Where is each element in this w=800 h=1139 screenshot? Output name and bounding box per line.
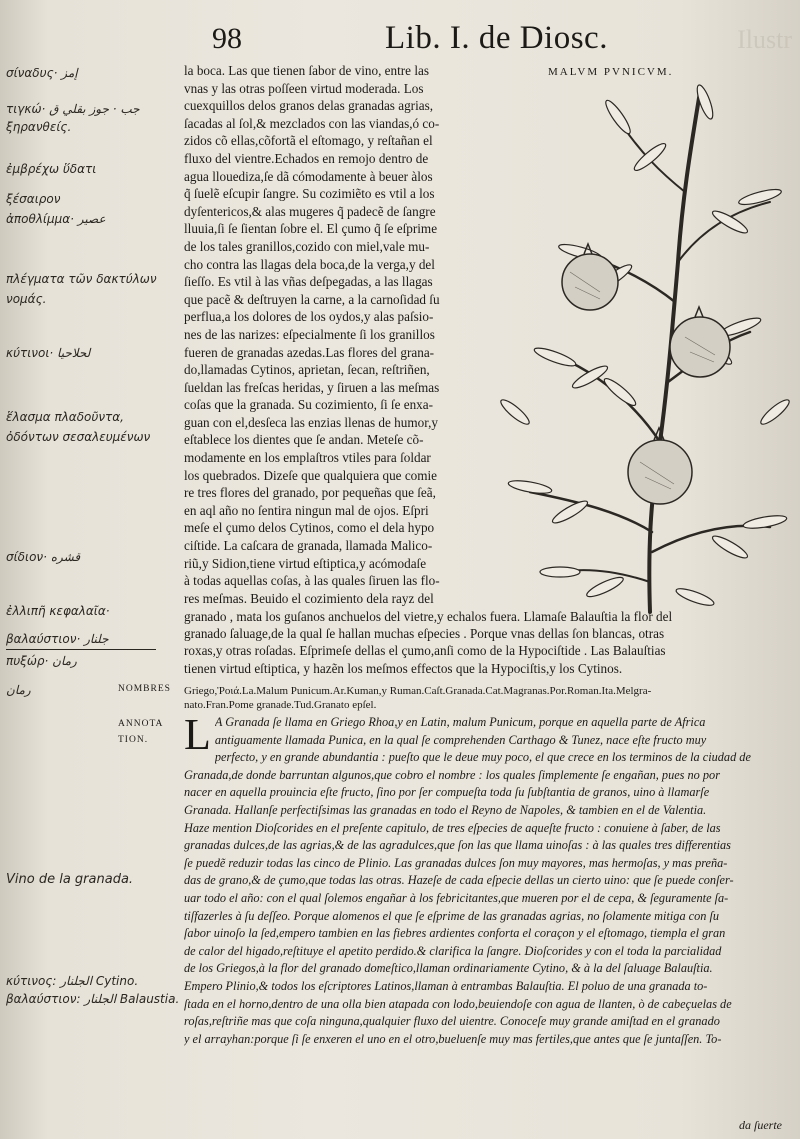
text-line: fluxo del vientre.Echados en remojo dentro de xyxy=(184,150,429,166)
nombres-label: NOMBRES xyxy=(118,684,171,694)
illustration-caption: MALVM PVNICVM. xyxy=(548,66,674,78)
margin-note: πλέγματα τῶν δακτύλων xyxy=(6,272,157,286)
annotation-label: ANNOTA TION. xyxy=(118,719,164,745)
text-line: de los tales granillos,cozido con miel,vale mu- xyxy=(184,238,430,254)
text-line: granadas dulces,de las agrias,& de las agradulces,que ſon las que llama uinoſas : à las quales tres differentias xyxy=(184,838,731,853)
margin-note: ὀδόντων σεσαλευμένων xyxy=(6,430,151,444)
text-line: das de grano,& de çumo,que todas las otras. Hazeſe de cada eſpecie dellas un cierto uino: que ſe puede conſer- xyxy=(184,873,734,888)
text-line: ſueldan las freſcas heridas, y ſiruen a las meſmas xyxy=(184,379,440,395)
text-line: perfecto, y en grande abundantia : pueſto que le deue muy poco, el que crece en los terminos de la ciudad de xyxy=(214,750,751,765)
text-line: ſacadas al ſol,& mezclados con las viandas,ó co- xyxy=(184,115,440,131)
text-line: que pacẽ & deſtruyen la carne, a la carnoſidad ſu xyxy=(184,291,440,307)
text-line: la boca. Las que tienen ſabor de vino, entre las xyxy=(184,63,429,78)
text-line: Empero Plinio,& todos los eſcriptores Latinos,llaman à entrambas Balauſtia. El poluo de una granada to- xyxy=(184,978,708,993)
text-line: antiguamente llamada Punica, en la qual ſe comprehenden Carthago & Tunez, nace eſte fructo muy xyxy=(214,732,707,747)
text-line: tienen virtud eſtiptica, y hazẽn los meſmos effectos que la Hypociſtis,y los Cytinos. xyxy=(184,660,623,676)
margin-note: σίδιον· قشره xyxy=(6,550,81,564)
text-line: vnas y las otras poſſeen virtud moderada. Los xyxy=(184,80,424,96)
text-line: y el arrayhan:porque ſi ſe enxeren el uno en el otro,bueluenſe muy mas fertiles,que antes que ſe juntaſſen. To- xyxy=(184,1031,722,1046)
pomegranate-woodcut xyxy=(500,82,792,614)
text-line: granado ſaluage,de la qual ſe hallan muchas eſpecies . Porque vnas dellas ſon blancas, otras xyxy=(184,626,665,642)
margin-note: τιγκώ· جب · جوز بقلي ق xyxy=(6,102,140,116)
pomegranate-fruit xyxy=(562,254,618,310)
text-line: q̃ ſuelẽ eſcupir ſangre. Su cozimiẽto es vtil a los xyxy=(184,186,435,202)
margin-note: ξηρανθείς. xyxy=(6,120,72,134)
text-line: zidos cõ ellas,cõfortã el eſtomago, y reſtañan el xyxy=(184,133,433,149)
text-line: fueren de granadas azedas.Las flores del grana- xyxy=(184,344,435,360)
body-column xyxy=(184,62,500,607)
text-line: perflua,a los dolores de los oydos,y alas paſsio- xyxy=(184,309,434,325)
text-line: nacer en aquella prouincia eſte fructo, ſino por ſer compueſta toda ſu ſubſtantia de granos, uino à llamarſe xyxy=(184,785,710,800)
text-line: coſas que la granada. Su cozimiento, ſi ſe enxa- xyxy=(184,397,434,413)
text-line: eſtablece los dientes que ſe andan. Meteſe cõ- xyxy=(184,432,424,448)
margin-note: πυξώρ· رمان xyxy=(6,654,77,668)
text-line: Granada,de donde barruntan algunos,que cobro el nombre : los quales ſimplemente ſe engañan, pues no por xyxy=(184,767,720,782)
margin-notes xyxy=(6,0,180,1139)
text-line: de calor del higado,reſtituye el apetito perdido.& clarifica la ſangre. Dioſcorides y con el toda la parcialidad xyxy=(184,943,722,958)
margin-note: βαλαύστιον· جلنار xyxy=(6,632,156,650)
text-line: tiſfazerles à ſu deſſeo. Porque alomenos el que ſe eſprime de las granadas agrias, no ſolamente mitiga con ſu xyxy=(184,908,720,923)
page-number: 98 xyxy=(212,22,242,55)
text-line: A Granada ſe llama en Griego Rhoa,y en Latin, malum Punicum, porque en aquella parte de Africa xyxy=(214,715,706,729)
pomegranate-fruit xyxy=(670,317,730,377)
text-line: agua llouediza,ſe dã cómodamente à beuer àlos xyxy=(184,168,433,184)
body-full-width xyxy=(184,608,784,677)
text-line: los quebrados. Dizeſe que qualquiera que comie xyxy=(184,467,438,483)
margin-note: ξέσαιρον xyxy=(6,192,61,206)
text-line: en aql año no ſentira ningun mal de ojos. Eſpri xyxy=(184,502,429,518)
text-line: modamente en los emplaſtros vtiles para ſoldar xyxy=(184,450,431,466)
annotation-block xyxy=(184,710,784,1048)
margin-note: Vino de la granada. xyxy=(6,872,134,887)
text-line: do,llamadas Cytinos, aprietan, ſecan, reſtriñen, xyxy=(184,362,430,378)
text-line: à todas aquellas coſas, à las quales ſiruen las flo- xyxy=(184,573,440,589)
margin-note: ἐλλιπῆ κεφαλαῖα· xyxy=(6,604,110,618)
margin-note: σίναδυς· إمز xyxy=(6,66,78,80)
margin-note: ἐμβρέχω ὕδατι xyxy=(6,162,97,176)
text-line: roſas,reſtriñe mas que coſa ninguna,qualquier fluxo del uientre. Conoceſe muy grande amiſtad en el granado xyxy=(184,1014,720,1029)
text-line: meſe el çumo delos Cytinos, como el dela hypo xyxy=(184,520,435,536)
text-line: Haze mention Dioſcorides en el preſente capitulo, de tres eſpecies de aqueſte fructo : conuiene à ſaber, de las xyxy=(184,820,721,835)
margin-note: κύτινος: الجلنار Cytino. xyxy=(6,974,139,988)
text-line: ſtada en el horno,dentro de una olla bien atapada con lodo,beuiendoſe con agua de llanten, ò de cabeçuelas de xyxy=(184,996,732,1011)
text-line: guan con el,desſeca las enzias llenas de humor,y xyxy=(184,414,438,430)
text-line: ciſtide. La caſcara de granada, llamada Malico- xyxy=(184,538,433,554)
text-line: riũ,y Sidion,tiene virtud eſtiptica,y acómodaſe xyxy=(184,555,427,571)
margin-note: νομάς. xyxy=(6,292,47,306)
text-line: ſieſſo. Es vtil à las vñas deſpegadas, a las llagas xyxy=(184,274,433,290)
catchword: da ſuerte xyxy=(739,1118,782,1132)
text-line: cuexquillos delos granos delas granadas agrias, xyxy=(184,98,434,114)
text-line: nato.Fran.Pome granade.Tud.Granato epſel. xyxy=(184,699,377,711)
pomegranate-fruit xyxy=(628,440,692,504)
text-line: dyſentericos,& alas mugeres q̃ padecẽ de ſangre xyxy=(184,203,436,219)
text-line: nes de las narizes: eſpecialmente ſi los granillos xyxy=(184,326,435,342)
bleed-through-text: Ilustr xyxy=(737,25,792,54)
text-line: Griego,Ῥοιά.La.Malum Punicum.Ar.Kuman,y Ruman.Caſt.Granada.Cat.Magranas.Por.Roman.Ita.Melgra- xyxy=(184,685,652,697)
running-title: Lib. I. de Diosc. xyxy=(385,20,608,56)
text-line: de los Griegos,à la flor del granado domeſtico,llaman ordinariamente Cytino, & à la del ſaluage Balauſtia. xyxy=(184,961,713,976)
text-line: res meſmas. Beuido el cozimiento dela rayz del xyxy=(184,590,434,606)
margin-note: رمان xyxy=(6,683,31,697)
text-line: cho contra las llagas dela boca,de la verga,y del xyxy=(184,256,435,272)
text-line: re tres flores del granado, por pequeñas que ſeã, xyxy=(184,485,436,501)
margin-note: ἕλασμα πλαδοῦντα, xyxy=(6,410,124,424)
text-line: granado , mata los guſanos anchuelos del vietre,y echalos fuera. Llamaſe Balauſtia la flor del xyxy=(184,609,673,624)
margin-note: ἀποθλίμμα· عصير xyxy=(6,212,106,226)
names-block xyxy=(184,684,784,712)
text-line: Granada. Hallanſe perfectiſsimas las granadas en todo el Reyno de Napoles, & tambien en el de Valentia. xyxy=(184,802,707,817)
text-line: ſe puedẽ reduzir todas las cinco de Plinio. Las granadas dulces ſon muy mayores, mas hermoſas, y mas preña- xyxy=(184,855,728,870)
text-line: ſabor uinoſo la ſed,empero tambien en las fiebres ardientes conforta el coraçon y el eſtomago, tiempla el gran xyxy=(184,926,726,941)
text-line: uar todo el año: con el qual ſolemos engañar à los febricitantes,que mueren por el de cepa, & ſeguramente ſa- xyxy=(184,890,729,905)
margin-note: βαλαύστιον: الجلنار Balaustia. xyxy=(6,992,180,1006)
text-line: lluuia,ſi ſe ſientan ſobre el. El çumo q̃ ſe eſprime xyxy=(184,221,438,237)
text-line: roxas,y otras roſadas. Eſprimeſe dellas el çumo,anſi como de la Hypociſtide . Las Balauſtias xyxy=(184,643,666,659)
drop-cap: L xyxy=(184,710,211,759)
margin-note: κύτινοι· لحلاحيا xyxy=(6,346,91,360)
